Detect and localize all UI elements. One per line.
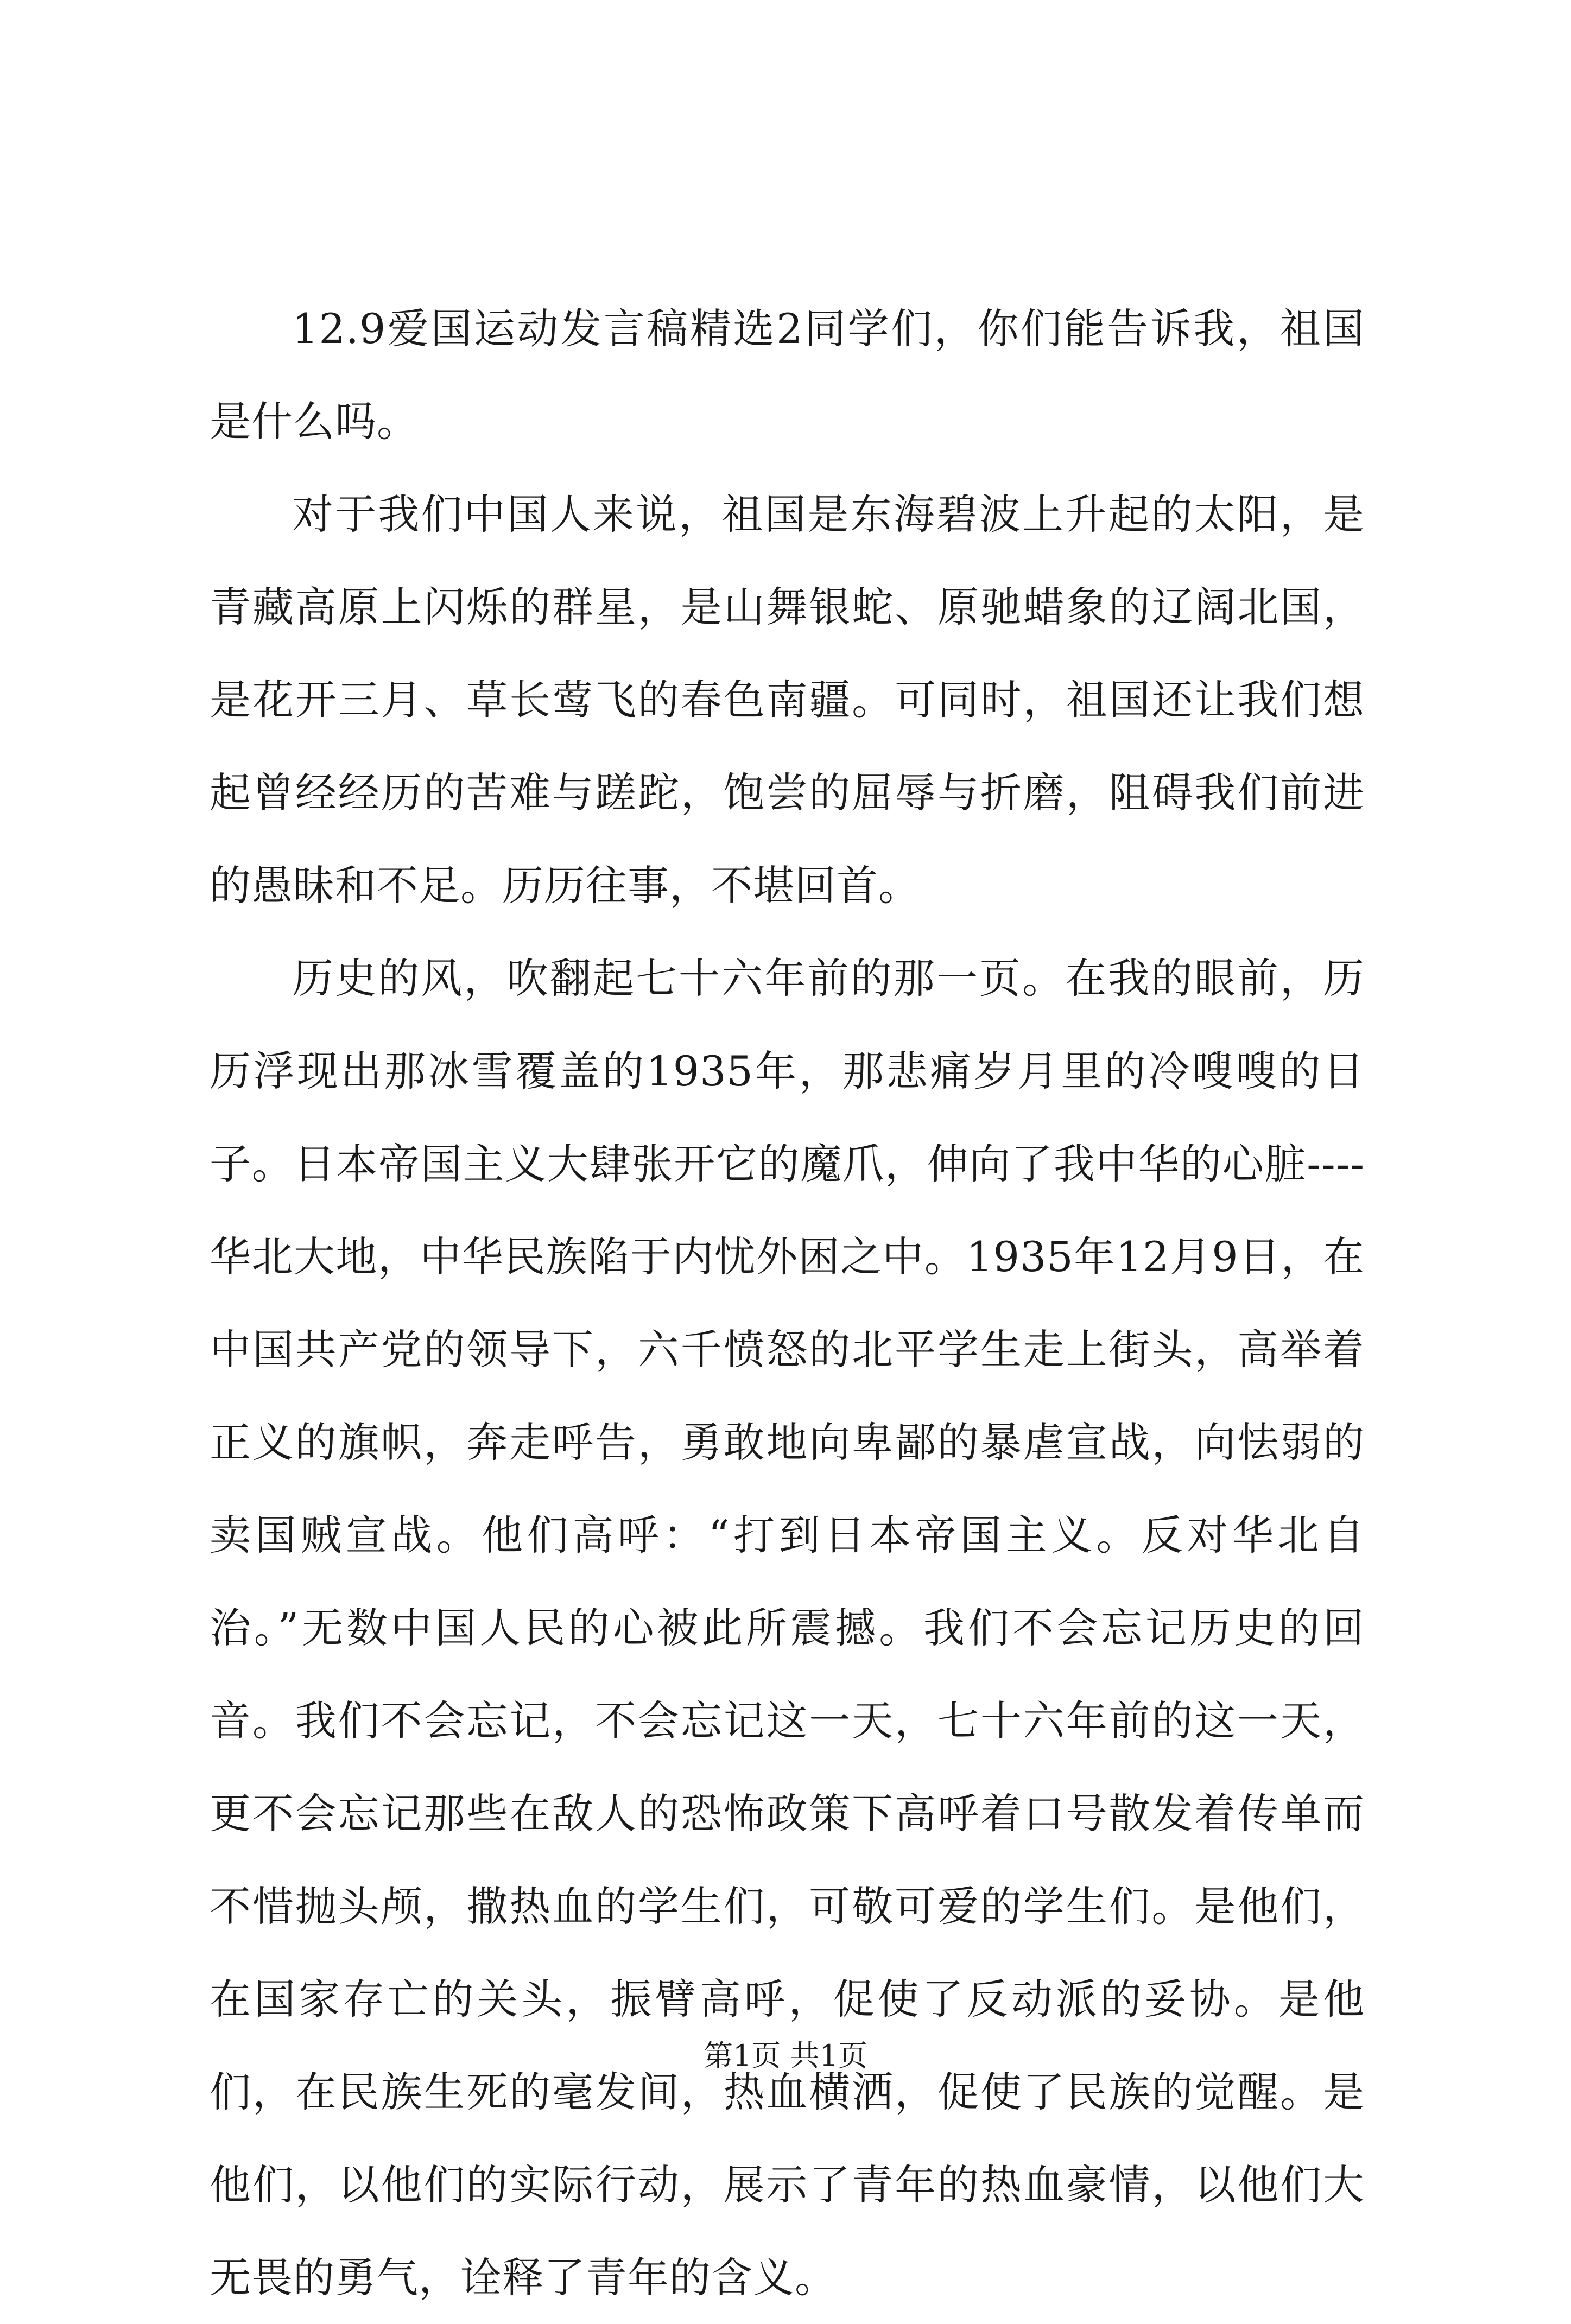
paragraph-3: 历史的风，吹翻起七十六年前的那一页。在我的眼前，历历浮现出那冰雪覆盖的1935年，那悲痛岁月里的冷嗖嗖的日子。日本帝国主义大肆张开它的魔爪，伸向了我中华的心脏----华北大地，中华民族陷于内忧外困之中。1935年12月9日，在中国共产党的领导下，六千愤怒的北平学生走上街头，高举着正义的旗帜，奔走呼告，勇敢地向卑鄙的暴虐宣战，向怯弱的卖国贼宣战。他们高呼：“打到日本帝国主义。反对华北自治。”无数中国人民的心被此所震撼。我们不会忘记历史的回音。我们不会忘记，不会忘记这一天，七十六年前的这一天，更不会忘记那些在敌人的恐怖政策下高呼着口号散发着传单而不惜抛头颅，撒热血的学生们，可敬可爱的学生们。是他们，在国家存亡的关头，振臂高呼，促使了反动派的妥协。是他们，在民族生死的毫发间，热血横洒，促使了民族的觉醒。是他们，以他们的实际行动，展示了青年的热血豪情，以他们大无畏的勇气，诠释了青年的含义。 — [210, 954, 1365, 2302]
paragraph-2: 对于我们中国人来说，祖国是东海碧波上升起的太阳，是青藏高原上闪烁的群星，是山舞银蛇、原驰蜡象的辽阔北国，是花开三月、草长莺飞的春色南疆。可同时，祖国还让我们想起曾经经历的苦难与蹉跎，饱尝的屈辱与折磨，阻碍我们前进的愚昧和不足。历历往事，不堪回首。 — [210, 490, 1365, 910]
paragraph-1: 12.9爱国运动发言稿精选2同学们，你们能告诉我，祖国是什么吗。 — [210, 304, 1365, 446]
document-body — [210, 282, 1365, 2324]
page-footer: 第1页 共1页 — [704, 2039, 867, 2073]
